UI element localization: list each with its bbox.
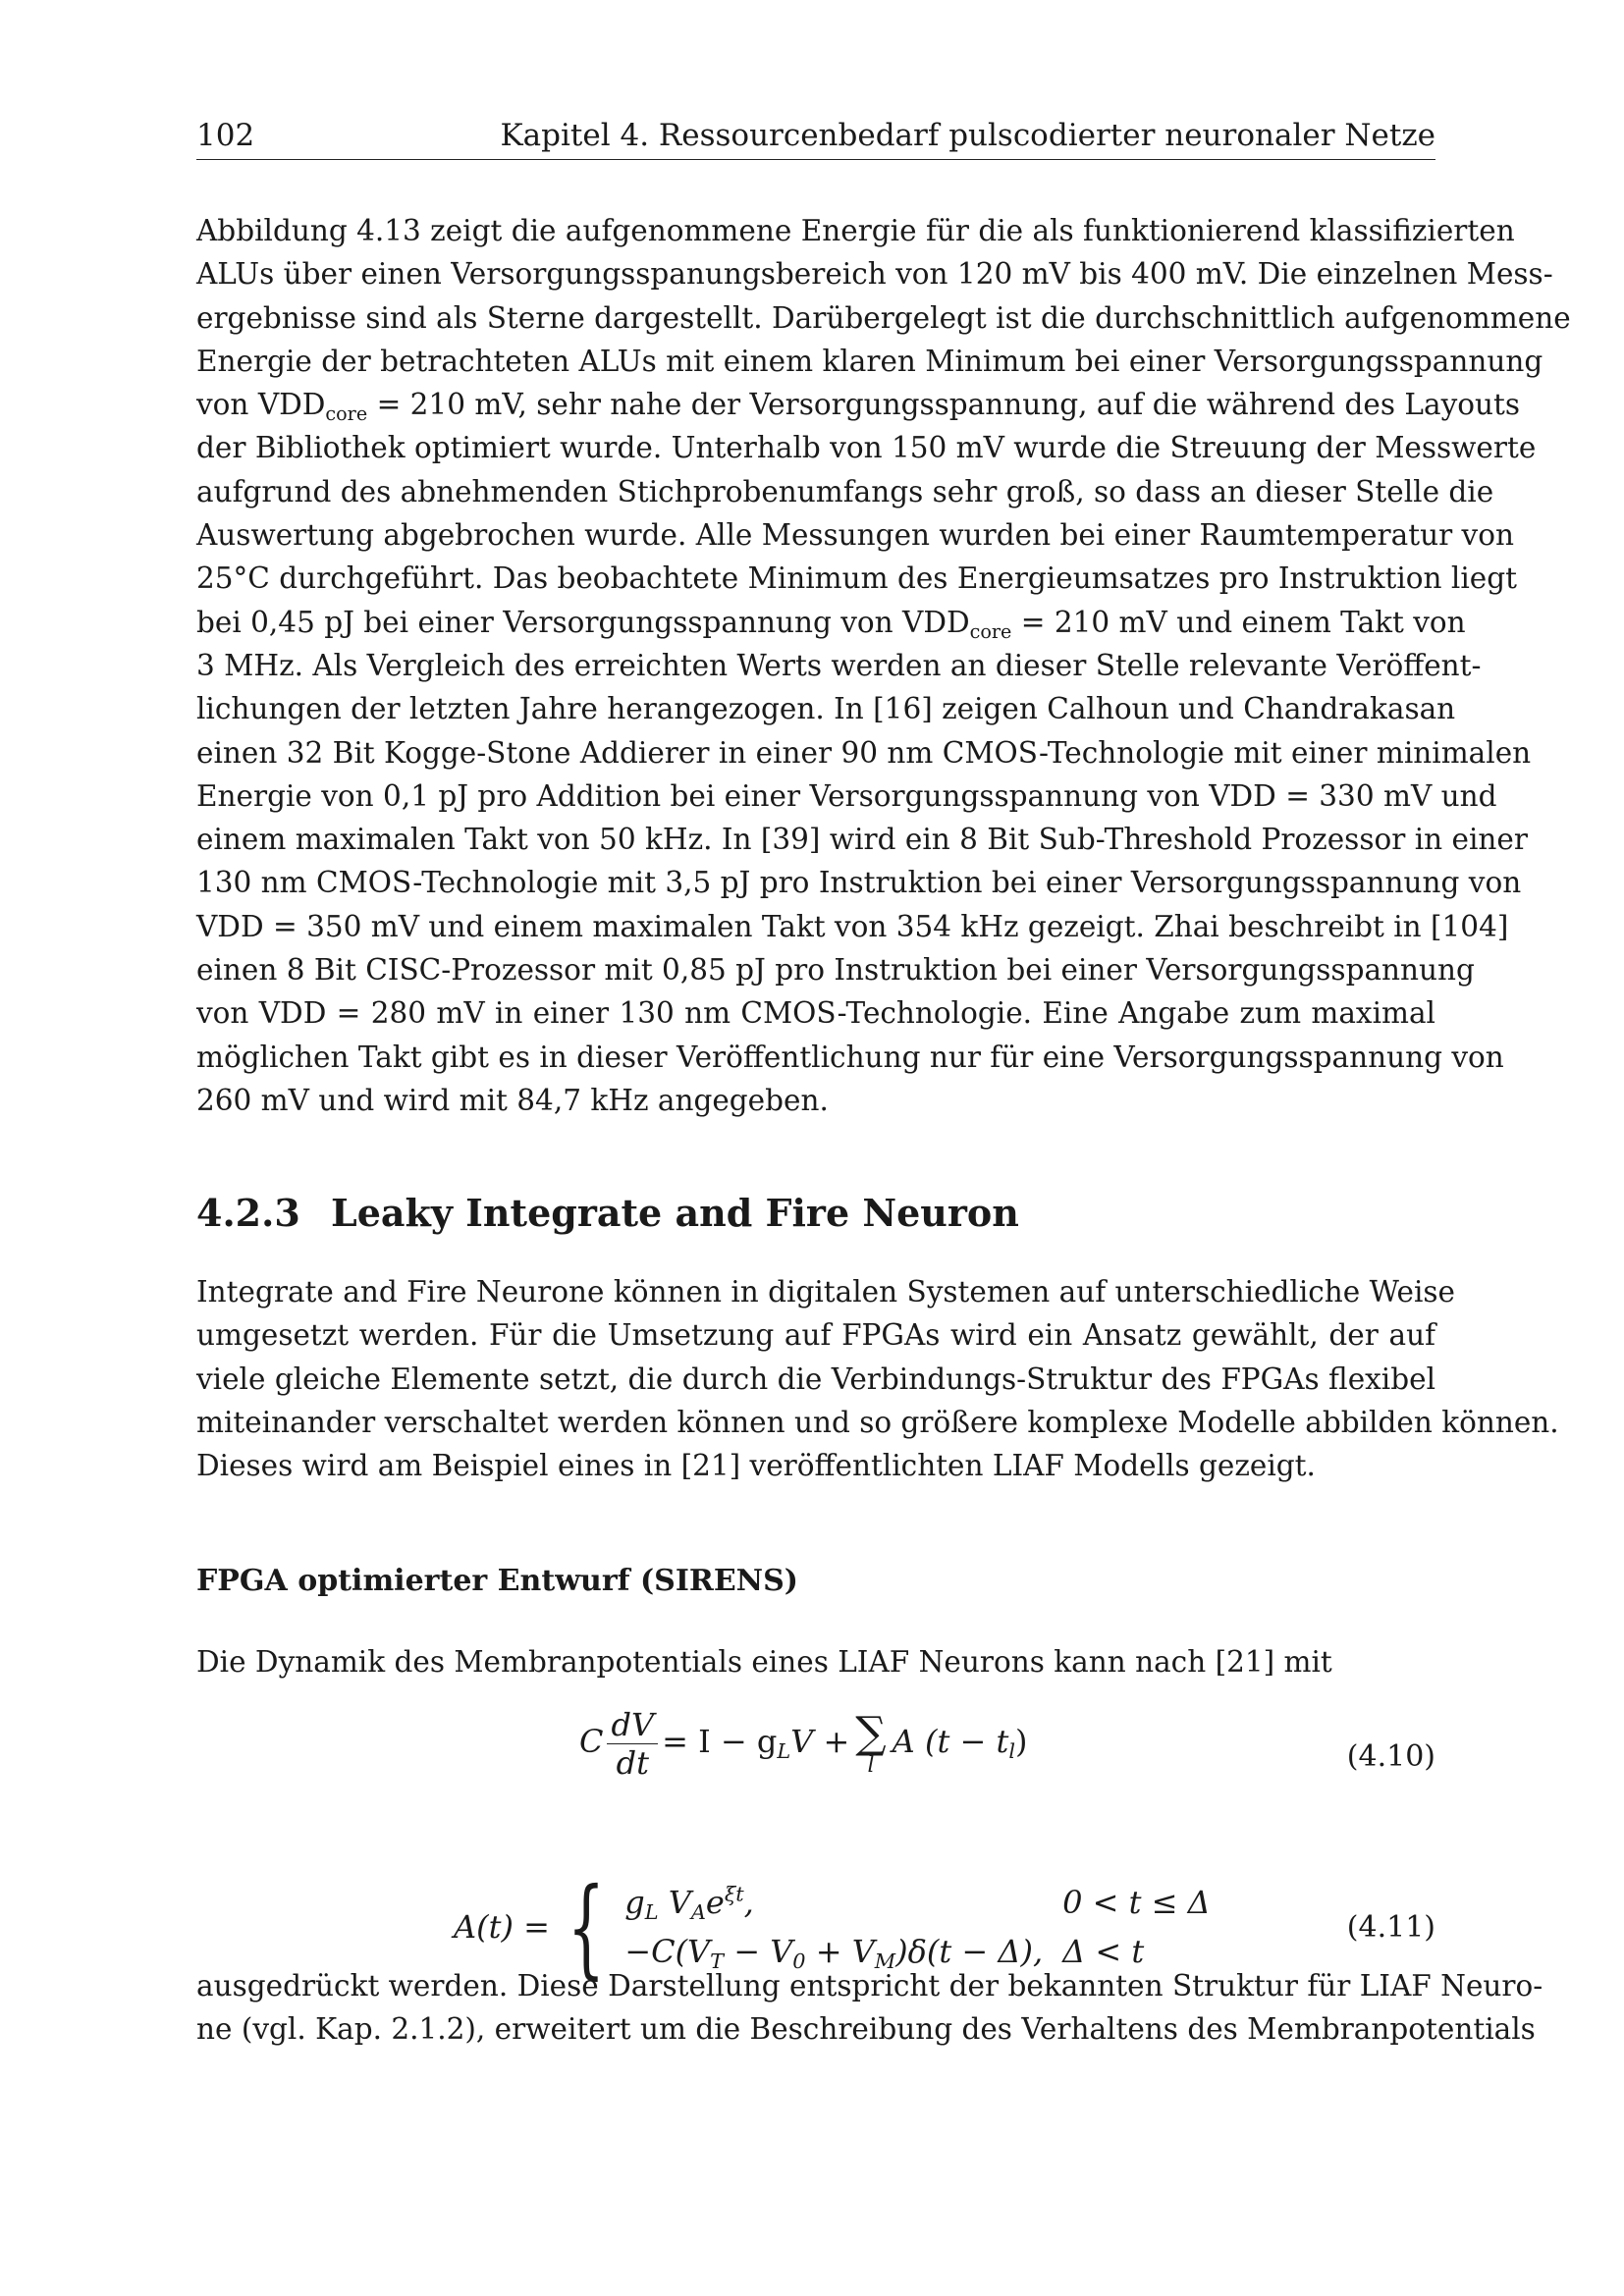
text-line: aufgrund des abnehmenden Stichprobenumfangs sehr groß, so dass an dieser Stelle die	[196, 474, 1494, 508]
equation-number: (4.10)	[1346, 1739, 1435, 1774]
text-line: Auswertung abgebrochen wurde. Alle Messungen wurden bei einer Raumtemperatur von	[196, 518, 1514, 553]
text-line: möglichen Takt gibt es in dieser Veröffentlichung nur für eine Versorgungsspannung von	[196, 1040, 1504, 1074]
text-line: von VDD = 280 mV in einer 130 nm CMOS-Technologie. Eine Angabe zum maximal	[196, 996, 1435, 1031]
paragraph-dynamics-intro	[196, 1640, 1435, 1683]
text-line: Die Dynamik des Membranpotentials eines LIAF Neurons kann nach [21] mit	[196, 1645, 1332, 1679]
chapter-title: Kapitel 4. Ressourcenbedarf pulscodierter neuronaler Netze	[500, 118, 1435, 153]
subheading: FPGA optimierter Entwurf (SIRENS)	[196, 1564, 798, 1598]
eq-cases	[623, 1877, 1229, 1977]
eq-symbol: C	[579, 1723, 604, 1760]
case2-expr: $-C(V_T - V_0 + V_M)\delta(t - \Delta)$,	[624, 1933, 1044, 1974]
text-line: lichungen der letzten Jahre herangezogen. In [16] zeigen Calhoun und Chandrakasan	[196, 692, 1456, 726]
text-line: ausgedrückt werden. Diese Darstellung entspricht der bekannten Struktur für LIAF Neuro-	[196, 1969, 1543, 2002]
text-line: Integrate and Fire Neurone können in digitalen Systemen auf unterschiedliche Weise	[196, 1275, 1456, 1308]
text-line: 25°C durchgeführt. Das beobachtete Minimum des Energieumsatzes pro Instruktion liegt	[196, 561, 1518, 596]
text-line: viele gleiche Elemente setzt, die durch die Verbindungs-Struktur des FPGAs flexibel	[196, 1362, 1436, 1396]
text-line: 3 MHz. Als Vergleich des erreichten Werts werden an dieser Stelle relevante Veröffent-	[196, 648, 1482, 682]
text-line: von $VDD_{core} = 210$ mV, sehr nahe der Versorgungsspannung, auf die während des Layouts	[196, 388, 1520, 425]
section-title: Leaky Integrate and Fire Neuron	[331, 1191, 1019, 1235]
text-line: einem maximalen Takt von 50 kHz. In [39] wird ein 8 Bit Sub-Threshold Prozessor in einer	[196, 823, 1528, 857]
section-number: 4.2.3	[196, 1191, 300, 1235]
paragraph-integrate-fire	[196, 1270, 1559, 1487]
text-line: bei 0,45 pJ bei einer Versorgungsspannung von $VDD_{core} = 210$ mV und einem Takt von	[196, 605, 1466, 643]
text-line: VDD = 350 mV und einem maximalen Takt von 354 kHz gezeigt. Zhai beschreibt in [104]	[196, 909, 1509, 943]
text-line: Energie der betrachteten ALUs mit einem klaren Minimum bei einer Versorgungsspannung	[196, 344, 1543, 378]
text-line: Dieses wird am Beispiel eines in [21] veröffentlichten LIAF Modells gezeigt.	[196, 1449, 1316, 1483]
text-line: einen 8 Bit CISC-Prozessor mit 0,85 pJ pro Instruktion bei einer Versorgungsspannung	[196, 953, 1475, 988]
text-line: Energie von 0,1 pJ pro Addition bei einer Versorgungsspannung von VDD = 330 mV und	[196, 778, 1497, 813]
text-line: umgesetzt werden. Für die Umsetzung auf FPGAs wird ein Ansatz gewählt, der auf	[196, 1318, 1435, 1353]
page-number: 102	[196, 118, 255, 153]
text-line: ne (vgl. Kap. 2.1.2), erweitert um die Beschreibung des Verhaltens des Membranpotentials	[196, 2012, 1536, 2047]
equation-number: (4.11)	[1346, 1910, 1435, 1945]
text-line: der Bibliothek optimiert wurde. Unterhalb von 150 mV wurde die Streuung der Messwerte	[196, 431, 1537, 465]
case1-expr: $g_L$ $V_Ae^{\xi t}$,	[624, 1882, 754, 1925]
running-header	[196, 114, 1435, 160]
case2-cond: Δ < t	[1062, 1933, 1145, 1970]
case-condition	[1062, 1879, 1228, 1926]
eq-brace: {	[567, 1864, 606, 1990]
page	[196, 0, 1571, 2296]
text-line: 130 nm CMOS-Technologie mit 3,5 pJ pro Instruktion bei einer Versorgungsspannung von	[196, 866, 1522, 900]
case1-cond: 0 < t ≤ Δ	[1062, 1884, 1211, 1921]
text-line: Abbildung 4.13 zeigt die aufgenommene Energie für die als funktionierend klassifizierten	[196, 214, 1515, 247]
text-line: miteinander verschaltet werden können und so größere komplexe Modelle abbilden können.	[196, 1405, 1559, 1439]
eq-sum: ∑ l	[855, 1707, 887, 1778]
text-line: einen 32 Bit Kogge-Stone Addierer in einer 90 nm CMOS-Technologie mit einer minimalen	[196, 735, 1532, 770]
text-line: ergebnisse sind als Sterne dargestellt. Darübergelegt ist die durchschnittlich aufgenommene	[196, 300, 1571, 335]
section-heading	[196, 1191, 1019, 1235]
case-expression	[624, 1879, 1060, 1926]
text-line: ALUs über einen Versorgungsspanungsbereich von 120 mV bis 400 mV. Die einzelnen Mess-	[196, 257, 1553, 292]
paragraph-energy-results	[196, 209, 1571, 1122]
eq-fraction: $\frac{dV}{dt}$	[607, 1706, 658, 1782]
equation-body: A(t) = { $g_L$ $V_Ae^{\xi t}$, 0 < t ≤ Δ $-C(V_T - V_0 + V_M)\delta(t - \Delta)$, Δ < t	[454, 1877, 1230, 1977]
paragraph-liaf-structure	[196, 1964, 1543, 2052]
text-line: 260 mV und wird mit 84,7 kHz angegeben.	[196, 1083, 829, 1117]
equation-body: C $\frac{dV}{dt}$ = $I - g_LV$ + ∑ l A $(t - t_l)$	[579, 1706, 1028, 1782]
